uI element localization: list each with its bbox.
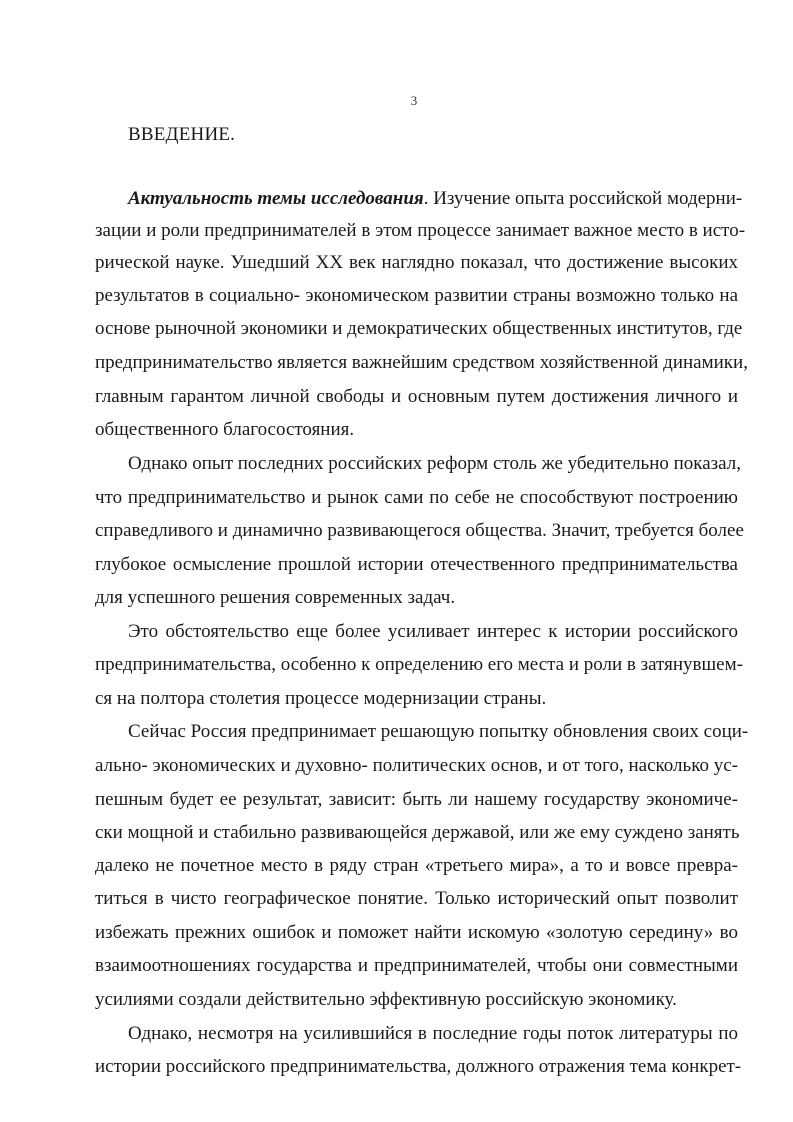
text-line: предпринимательство является важнейшим средством хозяйственной динамики, <box>95 352 748 373</box>
text-line: Это обстоятельство еще более усиливает интерес к истории российского <box>128 621 738 642</box>
text-line: Однако опыт последних российских реформ столь же убедительно показал, <box>128 453 742 474</box>
text-line: главным гарантом личной свободы и основным путем достижения личного и <box>95 386 738 407</box>
text-line: предпринимательства, особенно к определению его места и роли в затянувшем- <box>95 654 743 675</box>
text-span: . Изучение опыта российской модерни- <box>423 188 743 209</box>
text-line: пешным будет ее результат, зависит: быть ли нашему государству экономиче- <box>95 789 738 810</box>
text-line: титься в чисто географическое понятие. Только исторический опыт позволит <box>95 888 738 909</box>
text-line: Однако, несмотря на усилившийся в последние годы поток литературы по <box>128 1023 738 1044</box>
text-line: результатов в социально- экономическом развитии страны возможно только на <box>95 285 738 306</box>
text-line: рической науке. Ушедший XX век наглядно показал, что достижение высоких <box>95 252 738 273</box>
text-line: ся на полтора столетия процессе модернизации страны. <box>95 688 547 709</box>
text-line: для успешного решения современных задач. <box>95 587 456 608</box>
text-line: зации и роли предпринимателей в этом процессе занимает важное место в исто- <box>95 220 746 241</box>
text-line: ски мощной и стабильно развивающейся державой, или же ему суждено занять <box>95 822 740 843</box>
text-line: что предпринимательство и рынок сами по себе не способствуют построению <box>95 487 738 508</box>
text-line: истории российского предпринимательства, должного отражения тема конкрет- <box>95 1056 742 1077</box>
text-line: основе рыночной экономики и демократических общественных институтов, где <box>95 318 743 339</box>
text-line: далеко не почетное место в ряду стран «третьего мира», а то и вовсе превра- <box>95 855 738 876</box>
text-line: Сейчас Россия предпринимает решающую попытку обновления своих соци- <box>128 721 749 742</box>
text-line <box>128 188 743 210</box>
text-line: справедливого и динамично развивающегося общества. Значит, требуется более <box>95 520 744 541</box>
text-line: глубокое осмысление прошлой истории отечественного предпринимательства <box>95 554 738 575</box>
text-line: общественного благосостояния. <box>95 419 355 440</box>
text-line: избежать прежних ошибок и поможет найти искомую «золотую середину» во <box>95 922 738 943</box>
section-heading: ВВЕДЕНИЕ. <box>128 124 236 145</box>
text-line: усилиями создали действительно эффективную российскую экономику. <box>95 989 677 1010</box>
page-number: 3 <box>410 93 418 108</box>
bold-italic-term: Актуальность темы исследования <box>128 188 424 209</box>
text-line: ально- экономических и духовно- политических основ, и от того, насколько ус- <box>95 755 738 776</box>
text-line: взаимоотношениях государства и предпринимателей, чтобы они совместными <box>95 955 738 976</box>
